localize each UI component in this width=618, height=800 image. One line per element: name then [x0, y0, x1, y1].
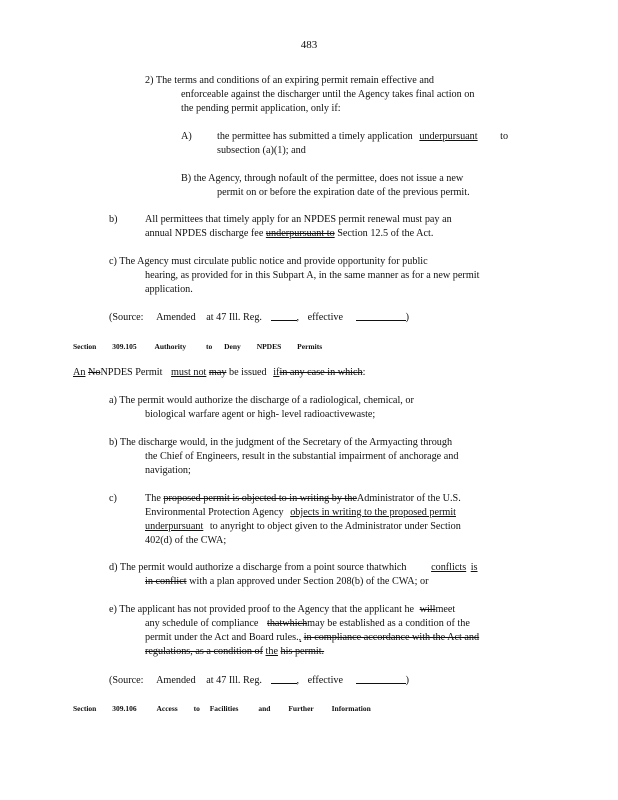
deleted-text: regulations, as a condition of	[145, 646, 263, 657]
deleted-text: may	[208, 367, 227, 378]
source-text: )	[405, 675, 410, 686]
text-segment: meet	[435, 604, 456, 615]
source-text: Amended	[156, 312, 196, 323]
subsection-b	[145, 213, 452, 241]
text-line: the pending permit application, only if:	[181, 103, 341, 114]
text-line: the Chief of Engineers, result in the substantial impairment of anchorage and	[145, 451, 459, 462]
item-c	[145, 492, 461, 548]
source-text: ,	[296, 312, 300, 323]
text-segment: e) The applicant has not provided proof to the Agency that the applicant he	[109, 604, 415, 615]
text-line: 2) The terms and conditions of an expiring permit remain effective and	[145, 75, 435, 86]
text-line: 402(d) of the CWA;	[145, 535, 227, 546]
page-number: 483	[300, 39, 318, 51]
text-line: subsection (a)(1); and	[217, 145, 306, 156]
item-label-A: A)	[181, 131, 192, 142]
text-line: biological warfare agent or high- level radioactivewaste;	[145, 409, 376, 420]
inserted-text: if	[273, 367, 280, 378]
subsection-c-cont	[145, 269, 479, 297]
inserted-text: must not	[170, 367, 207, 378]
inserted-text: is	[470, 562, 478, 573]
text-segment: Administrator of the U.S.	[356, 493, 461, 504]
text-line: hearing, as provided for in this Subpart A, in the same manner as for a new permit	[145, 270, 480, 281]
text-segment: the permittee has submitted a timely application	[217, 131, 413, 142]
text-line: B) the Agency, through nofault of the permittee, does not issue a new	[181, 173, 464, 184]
section-heading: Section 309.105 Authority to Deny NPDES Permits	[73, 342, 323, 351]
deleted-text: his permit.	[280, 646, 325, 657]
text-segment: Environmental Protection Agency	[145, 507, 284, 518]
source-text: ,	[296, 675, 300, 686]
subsection-c	[109, 255, 428, 269]
item-A	[217, 130, 508, 158]
blank-line	[356, 310, 406, 321]
source-text: Amended	[156, 675, 196, 686]
item-a-cont	[145, 408, 375, 422]
text-segment: :	[362, 367, 366, 378]
text-segment: NPDES Permit	[100, 367, 163, 378]
item-B-cont	[217, 186, 470, 200]
source-note	[109, 673, 409, 688]
text-line: a) The permit would authorize the discharge of a radiological, chemical, or	[109, 395, 414, 406]
intro-line	[73, 366, 365, 380]
source-note	[109, 310, 409, 325]
item-d-cont	[145, 575, 429, 589]
source-text: at 47 Ill. Reg.	[206, 675, 262, 686]
amended-text: underpursuant to	[265, 228, 335, 239]
text-segment: may be established as a condition of the	[307, 618, 470, 629]
text-line: b) The discharge would, in the judgment of the Secretary of the Armyacting through	[109, 437, 453, 448]
deleted-text: in conflict	[145, 576, 187, 587]
paragraph-2	[145, 74, 434, 88]
source-text: at 47 Ill. Reg.	[206, 312, 262, 323]
section-heading: Section 309.106 Access to Facilities and Further Information	[73, 704, 371, 713]
text-line: All permittees that timely apply for an NPDES permit renewal must pay an	[145, 214, 452, 225]
subsection-label-b: b)	[109, 214, 118, 225]
text-line: enforceable against the discharger until the Agency takes final action on	[181, 89, 475, 100]
item-b	[109, 436, 452, 450]
blank-line	[271, 673, 297, 684]
inserted-text: ,	[298, 632, 302, 643]
text-segment: to anyright to object given to the Administrator under Section	[209, 521, 461, 532]
blank-line	[356, 673, 406, 684]
text-line: c) The Agency must circulate public notice and provide opportunity for public	[109, 256, 428, 267]
inserted-text: objects in writing to the proposed permit	[290, 507, 456, 518]
deleted-text: will	[419, 604, 436, 615]
deleted-text: in compliance accordance with the Act and	[303, 632, 480, 643]
item-b-cont	[145, 450, 458, 478]
text-segment: any schedule of compliance	[145, 618, 259, 629]
source-text: )	[405, 312, 410, 323]
inserted-text: the	[265, 646, 278, 657]
inserted-text: underpursuant	[419, 131, 478, 142]
inserted-text: An	[73, 367, 86, 378]
blank-line	[271, 310, 297, 321]
item-d	[109, 561, 478, 575]
text-line: navigation;	[145, 465, 191, 476]
text-segment: permit under the Act and Board rules.	[145, 632, 299, 643]
deleted-text: in any case in which	[279, 367, 363, 378]
deleted-text: thatwhich	[266, 618, 308, 629]
source-label: (Source:	[109, 312, 144, 323]
source-text: effective	[307, 312, 344, 323]
text-line: permit on or before the expiration date of the previous permit.	[217, 187, 470, 198]
text-segment: The	[145, 493, 161, 504]
text-segment: be issued	[229, 367, 267, 378]
paragraph-2-cont	[181, 88, 474, 116]
item-a	[109, 394, 414, 408]
inserted-text: conflicts	[431, 562, 467, 573]
deleted-text: proposed permit is objected to in writing by the	[163, 493, 357, 504]
text-segment: d) The permit would authorize a discharge from a point source thatwhich	[109, 562, 407, 573]
text-segment: to	[500, 131, 509, 142]
item-e	[109, 603, 455, 617]
item-e-cont	[145, 617, 479, 659]
text-segment: annual NPDES discharge fee	[145, 228, 264, 239]
inserted-text: underpursuant	[145, 521, 204, 532]
source-label: (Source:	[109, 675, 144, 686]
item-B	[181, 172, 463, 186]
source-text: effective	[307, 675, 344, 686]
text-segment: Section 12.5 of the Act.	[337, 228, 434, 239]
item-label-c: c)	[109, 493, 117, 504]
deleted-text: No	[88, 367, 101, 378]
text-line: application.	[145, 284, 193, 295]
text-segment: with a plan approved under Section 208(b) of the CWA; or	[189, 576, 429, 587]
